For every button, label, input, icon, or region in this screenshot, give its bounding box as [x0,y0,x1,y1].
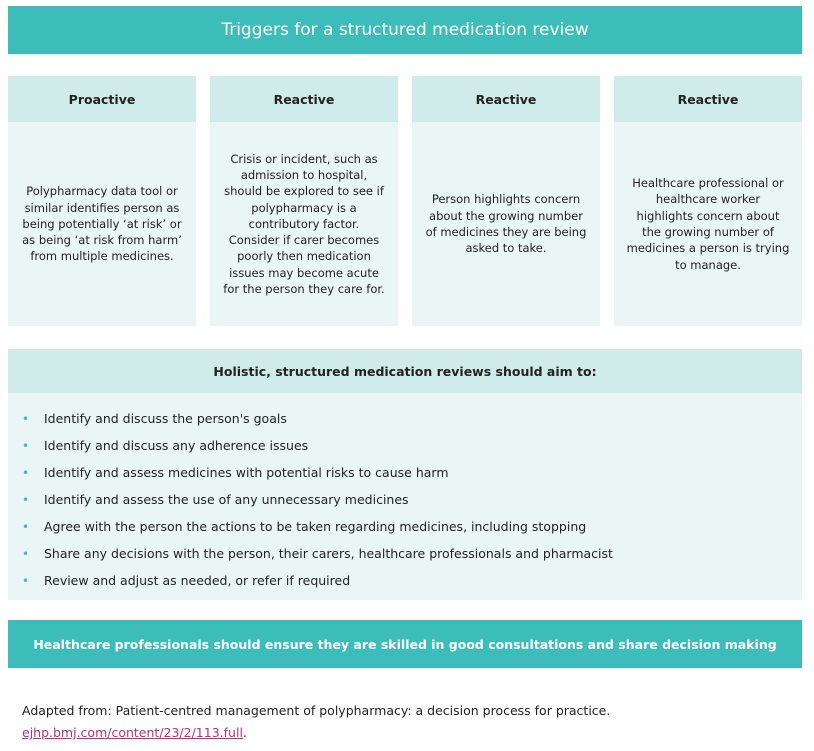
column-text: Person highlights concern about the growing number of medicines they are being asked to take. [425,192,587,256]
list-item-text: Identify and assess medicines with potential risks to cause harm [44,465,449,480]
list-item [22,513,802,540]
bullet-icon: • [22,492,30,507]
skills-banner-text: Healthcare professionals should ensure they are skilled in good consultations and share decision making [33,636,777,652]
trigger-column-reactive-3 [614,76,802,326]
trigger-column-proactive [8,76,196,326]
column-heading: Reactive [210,76,398,122]
bullet-icon: • [22,411,30,426]
column-text: Healthcare professional or healthcare worker highlights concern about the growing number of medicines a person is trying to manage. [626,176,790,272]
column-heading: Proactive [8,76,196,122]
list-item [22,540,802,567]
skills-banner [8,620,802,668]
bullet-icon: • [22,465,30,480]
column-heading: Reactive [412,76,600,122]
bullet-icon: • [22,573,30,588]
list-item [22,432,802,459]
bullet-icon: • [22,546,30,561]
column-text: Polypharmacy data tool or similar identifies person as being potentially ‘at risk’ or as being ‘at risk from harm’ from multiple medicines. [22,184,182,264]
list-item-text: Identify and discuss the person's goals [44,411,287,426]
page-title: Triggers for a structured medication review [221,20,589,40]
source-link-suffix: . [242,725,247,740]
title-banner [8,6,802,54]
source-link[interactable]: ejhp.bmj.com/content/23/2/113.full [22,725,243,740]
column-heading: Reactive [614,76,802,122]
list-item-text: Identify and assess the use of any unnecessary medicines [44,492,409,507]
source-citation [22,700,610,744]
list-item [22,405,802,432]
aims-list [8,393,802,594]
review-aims-panel [8,349,802,600]
bullet-icon: • [22,438,30,453]
column-text: Crisis or incident, such as admission to hospital, should be explored to see if polypharmacy is a contributory factor. Consider if carer becomes poorly then medication issues may become acute for the person they care for. [223,151,385,297]
trigger-column-reactive-2 [412,76,600,326]
list-item-text: Identify and discuss any adherence issues [44,438,309,453]
bullet-icon: • [22,519,30,534]
list-item [22,459,802,486]
list-item [22,567,802,594]
list-item-text: Share any decisions with the person, their carers, healthcare professionals and pharmacist [44,546,613,561]
list-item [22,486,802,513]
aims-heading: Holistic, structured medication reviews should aim to: [8,349,802,393]
trigger-column-reactive-1 [210,76,398,326]
list-item-text: Agree with the person the actions to be taken regarding medicines, including stopping [44,519,587,534]
list-item-text: Review and adjust as needed, or refer if required [44,573,351,588]
source-text: Adapted from: Patient-centred management of polypharmacy: a decision process for practice. [22,703,611,718]
